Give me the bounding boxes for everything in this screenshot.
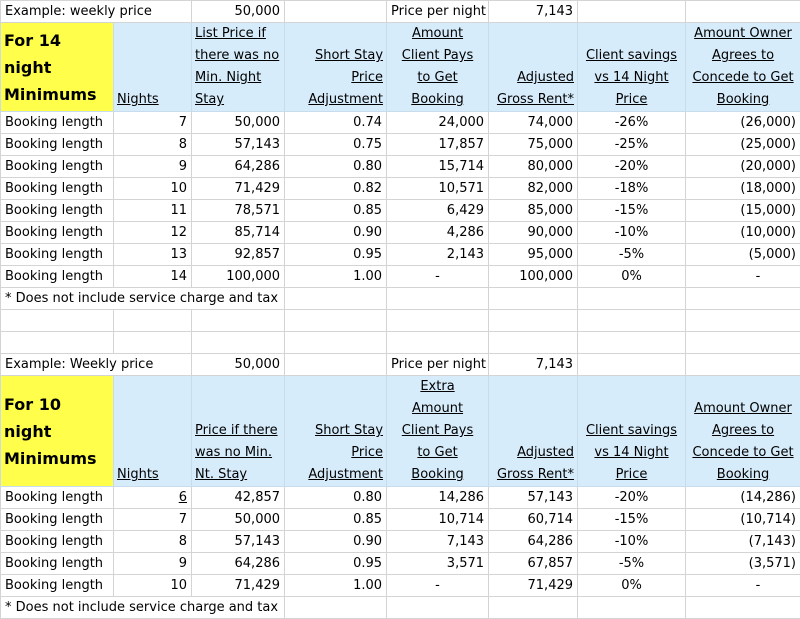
price-per-night-value[interactable]: 7,143 <box>489 354 578 376</box>
header-line: Adjustment <box>288 89 383 111</box>
row-label[interactable]: Booking length <box>1 178 114 200</box>
client-pays-cell[interactable]: - <box>387 575 489 597</box>
gross-rent-cell[interactable]: 60,714 <box>489 509 578 531</box>
savings-cell[interactable]: -26% <box>578 112 686 134</box>
adjustment-header[interactable] <box>285 376 387 487</box>
gross-rent-cell[interactable]: 95,000 <box>489 244 578 266</box>
example-label[interactable]: Example: weekly price <box>1 1 192 23</box>
empty-cell[interactable] <box>285 288 387 310</box>
savings-cell[interactable]: -10% <box>578 531 686 553</box>
header-line: Agrees to <box>689 45 797 67</box>
list-price-cell[interactable]: 100,000 <box>192 266 285 288</box>
concede-cell[interactable]: - <box>686 575 800 597</box>
empty-cell[interactable] <box>285 597 387 619</box>
nights-cell[interactable]: 6 <box>114 487 192 509</box>
section-title-cell[interactable] <box>1 23 114 112</box>
adjustment-cell[interactable]: 0.85 <box>285 200 387 222</box>
savings-cell[interactable]: -10% <box>578 222 686 244</box>
footnote[interactable]: * Does not include service charge and tax <box>1 288 285 310</box>
empty-cell[interactable] <box>114 332 192 354</box>
nights-cell[interactable]: 8 <box>114 531 192 553</box>
client-pays-cell[interactable]: 7,143 <box>387 531 489 553</box>
nights-header[interactable] <box>114 376 192 487</box>
section-title-line: For 14 <box>4 27 110 54</box>
table-row <box>1 553 800 575</box>
adjustment-cell[interactable]: 0.75 <box>285 134 387 156</box>
adjustment-cell[interactable]: 1.00 <box>285 266 387 288</box>
empty-cell[interactable] <box>578 332 686 354</box>
header-line: Booking <box>689 89 797 111</box>
example-row <box>1 1 800 23</box>
savings-cell[interactable]: -20% <box>578 156 686 178</box>
header-line: Price <box>288 442 383 464</box>
example-value[interactable]: 50,000 <box>192 354 285 376</box>
nights-header[interactable] <box>114 23 192 112</box>
header-line: Amount Owner <box>689 23 797 45</box>
header-line: Booking <box>390 464 485 486</box>
empty-cell[interactable] <box>285 1 387 23</box>
example-row <box>1 354 800 376</box>
row-label[interactable]: Booking length <box>1 553 114 575</box>
client-pays-cell[interactable]: 10,714 <box>387 509 489 531</box>
empty-cell[interactable] <box>686 332 800 354</box>
table-row <box>1 531 800 553</box>
client-pays-cell[interactable]: 24,000 <box>387 112 489 134</box>
concede-cell[interactable]: (25,000) <box>686 134 800 156</box>
list-price-cell[interactable]: 85,714 <box>192 222 285 244</box>
gross-rent-cell[interactable]: 90,000 <box>489 222 578 244</box>
concede-cell[interactable]: (26,000) <box>686 112 800 134</box>
note-row <box>1 597 800 619</box>
gross-rent-header[interactable] <box>489 23 578 112</box>
gross-rent-cell[interactable]: 85,000 <box>489 200 578 222</box>
empty-cell[interactable] <box>686 310 800 332</box>
gross-rent-cell[interactable]: 100,000 <box>489 266 578 288</box>
empty-cell[interactable] <box>387 288 489 310</box>
client-pays-cell[interactable]: - <box>387 266 489 288</box>
savings-cell[interactable]: -15% <box>578 200 686 222</box>
empty-cell[interactable] <box>489 597 578 619</box>
row-label[interactable]: Booking length <box>1 156 114 178</box>
section-title-line: Minimums <box>4 81 110 108</box>
gross-rent-cell[interactable]: 71,429 <box>489 575 578 597</box>
header-line: Short Stay <box>288 420 383 442</box>
adjustment-cell[interactable]: 0.74 <box>285 112 387 134</box>
table-row <box>1 112 800 134</box>
table-row <box>1 509 800 531</box>
header-line: Concede to Get <box>689 442 797 464</box>
list-price-header[interactable] <box>192 23 285 112</box>
list-price-cell[interactable]: 57,143 <box>192 134 285 156</box>
header-line: vs 14 Night <box>581 67 682 89</box>
adjustment-cell[interactable]: 0.85 <box>285 509 387 531</box>
table-row <box>1 134 800 156</box>
header-line: to Get <box>390 442 485 464</box>
header-row <box>1 23 800 112</box>
row-label[interactable]: Booking length <box>1 244 114 266</box>
adjustment-cell[interactable]: 0.90 <box>285 222 387 244</box>
header-line: Price <box>581 89 682 111</box>
row-label[interactable]: Booking length <box>1 487 114 509</box>
empty-cell[interactable] <box>489 310 578 332</box>
nights-cell[interactable]: 7 <box>114 509 192 531</box>
concede-cell[interactable]: (14,286) <box>686 487 800 509</box>
empty-cell[interactable] <box>285 332 387 354</box>
concede-cell[interactable]: (10,714) <box>686 509 800 531</box>
price-per-night-label[interactable]: Price per night <box>387 354 489 376</box>
savings-header[interactable] <box>578 23 686 112</box>
savings-cell[interactable]: -15% <box>578 509 686 531</box>
concede-cell[interactable]: (3,571) <box>686 553 800 575</box>
gross-rent-cell[interactable]: 57,143 <box>489 487 578 509</box>
section-title-line: night <box>4 54 110 81</box>
client-pays-cell[interactable]: 6,429 <box>387 200 489 222</box>
savings-cell[interactable]: 0% <box>578 266 686 288</box>
header-line: vs 14 Night <box>581 442 682 464</box>
empty-cell[interactable] <box>114 310 192 332</box>
empty-cell[interactable] <box>285 310 387 332</box>
header-line: to Get <box>390 67 485 89</box>
empty-cell[interactable] <box>578 1 686 23</box>
empty-cell[interactable] <box>387 310 489 332</box>
concede-cell[interactable]: (5,000) <box>686 244 800 266</box>
adjustment-cell[interactable]: 0.90 <box>285 531 387 553</box>
header-line: Amount <box>390 398 485 420</box>
adjustment-cell[interactable]: 0.95 <box>285 244 387 266</box>
nights-cell[interactable]: 10 <box>114 575 192 597</box>
nights-cell[interactable]: 9 <box>114 156 192 178</box>
header-line: Client Pays <box>390 45 485 67</box>
header-line: Client Pays <box>390 420 485 442</box>
row-label[interactable]: Booking length <box>1 134 114 156</box>
header-line: Min. Night <box>195 67 281 89</box>
header-line: Stay <box>195 89 281 111</box>
nights-cell[interactable]: 11 <box>114 200 192 222</box>
row-label[interactable]: Booking length <box>1 222 114 244</box>
list-price-cell[interactable]: 64,286 <box>192 156 285 178</box>
header-row <box>1 376 800 487</box>
gross-rent-cell[interactable]: 75,000 <box>489 134 578 156</box>
list-price-cell[interactable]: 50,000 <box>192 509 285 531</box>
gross-rent-cell[interactable]: 64,286 <box>489 531 578 553</box>
concede-cell[interactable]: (18,000) <box>686 178 800 200</box>
example-label[interactable]: Example: Weekly price <box>1 354 192 376</box>
table-row <box>1 200 800 222</box>
header-line: Gross Rent* <box>492 89 574 111</box>
header-line: Booking <box>689 464 797 486</box>
savings-cell[interactable]: -20% <box>578 487 686 509</box>
header-line: Client savings <box>581 420 682 442</box>
concede-header[interactable] <box>686 376 800 487</box>
empty-cell[interactable] <box>686 288 800 310</box>
concede-cell[interactable]: (10,000) <box>686 222 800 244</box>
row-label[interactable]: Booking length <box>1 575 114 597</box>
nights-cell[interactable]: 9 <box>114 553 192 575</box>
concede-cell[interactable]: (7,143) <box>686 531 800 553</box>
row-label[interactable]: Booking length <box>1 531 114 553</box>
list-price-cell[interactable]: 42,857 <box>192 487 285 509</box>
savings-cell[interactable]: -5% <box>578 553 686 575</box>
list-price-cell[interactable]: 78,571 <box>192 200 285 222</box>
client-pays-cell[interactable]: 10,571 <box>387 178 489 200</box>
header-line: Adjusted <box>492 67 574 89</box>
client-pays-header[interactable] <box>387 23 489 112</box>
price-per-night-label[interactable]: Price per night <box>387 1 489 23</box>
adjustment-cell[interactable]: 0.95 <box>285 553 387 575</box>
list-price-cell[interactable]: 64,286 <box>192 553 285 575</box>
empty-cell[interactable] <box>489 288 578 310</box>
section-title-line: For 10 <box>4 391 110 418</box>
concede-header[interactable] <box>686 23 800 112</box>
blank-row <box>1 332 800 354</box>
header-line: Nights <box>117 464 188 486</box>
empty-cell[interactable] <box>387 597 489 619</box>
header-line: Nt. Stay <box>195 464 281 486</box>
table-row <box>1 575 800 597</box>
header-line: was no Min. <box>195 442 281 464</box>
header-line: Nights <box>117 89 188 111</box>
gross-rent-header[interactable] <box>489 376 578 487</box>
savings-cell[interactable]: -25% <box>578 134 686 156</box>
gross-rent-cell[interactable]: 80,000 <box>489 156 578 178</box>
table-row <box>1 222 800 244</box>
table-row <box>1 244 800 266</box>
header-line: Extra <box>390 376 485 398</box>
concede-cell[interactable]: (15,000) <box>686 200 800 222</box>
savings-cell[interactable]: -5% <box>578 244 686 266</box>
adjustment-header[interactable] <box>285 23 387 112</box>
client-pays-cell[interactable]: 2,143 <box>387 244 489 266</box>
table-row <box>1 487 800 509</box>
empty-cell[interactable] <box>387 332 489 354</box>
price-per-night-value[interactable]: 7,143 <box>489 1 578 23</box>
list-price-cell[interactable]: 50,000 <box>192 112 285 134</box>
header-line: Amount <box>390 23 485 45</box>
client-pays-cell[interactable]: 3,571 <box>387 553 489 575</box>
header-line: there was no <box>195 45 281 67</box>
client-pays-cell[interactable]: 17,857 <box>387 134 489 156</box>
adjustment-cell[interactable]: 0.82 <box>285 178 387 200</box>
header-line: Client savings <box>581 45 682 67</box>
header-line: List Price if <box>195 23 281 45</box>
empty-cell[interactable] <box>686 1 800 23</box>
empty-cell[interactable] <box>192 332 285 354</box>
section-title-line: Minimums <box>4 445 110 472</box>
header-line: Booking <box>390 89 485 111</box>
example-value[interactable]: 50,000 <box>192 1 285 23</box>
empty-cell[interactable] <box>686 597 800 619</box>
empty-cell[interactable] <box>686 354 800 376</box>
empty-cell[interactable] <box>578 288 686 310</box>
table-row <box>1 156 800 178</box>
header-line: Adjusted <box>492 442 574 464</box>
nights-cell[interactable]: 12 <box>114 222 192 244</box>
gross-rent-cell[interactable]: 82,000 <box>489 178 578 200</box>
nights-cell[interactable]: 8 <box>114 134 192 156</box>
savings-cell[interactable]: -18% <box>578 178 686 200</box>
nights-cell[interactable]: 10 <box>114 178 192 200</box>
savings-header[interactable] <box>578 376 686 487</box>
gross-rent-cell[interactable]: 74,000 <box>489 112 578 134</box>
concede-cell[interactable]: - <box>686 266 800 288</box>
row-label[interactable]: Booking length <box>1 200 114 222</box>
row-label[interactable]: Booking length <box>1 509 114 531</box>
empty-cell[interactable] <box>1 310 114 332</box>
header-line: Gross Rent* <box>492 464 574 486</box>
nights-cell[interactable]: 7 <box>114 112 192 134</box>
concede-cell[interactable]: (20,000) <box>686 156 800 178</box>
list-price-cell[interactable]: 57,143 <box>192 531 285 553</box>
savings-cell[interactable]: 0% <box>578 575 686 597</box>
empty-cell[interactable] <box>578 597 686 619</box>
gross-rent-cell[interactable]: 67,857 <box>489 553 578 575</box>
header-line: Short Stay <box>288 45 383 67</box>
row-label[interactable]: Booking length <box>1 112 114 134</box>
client-pays-cell[interactable]: 15,714 <box>387 156 489 178</box>
nights-cell[interactable]: 13 <box>114 244 192 266</box>
adjustment-cell[interactable]: 1.00 <box>285 575 387 597</box>
section-title-cell[interactable] <box>1 376 114 487</box>
adjustment-cell[interactable]: 0.80 <box>285 487 387 509</box>
empty-cell[interactable] <box>1 332 114 354</box>
empty-cell[interactable] <box>285 354 387 376</box>
adjustment-cell[interactable]: 0.80 <box>285 156 387 178</box>
header-line: Price <box>581 464 682 486</box>
row-label[interactable]: Booking length <box>1 266 114 288</box>
empty-cell[interactable] <box>578 354 686 376</box>
header-line: Amount Owner <box>689 398 797 420</box>
footnote[interactable]: * Does not include service charge and tax <box>1 597 285 619</box>
table-row <box>1 266 800 288</box>
client-pays-header[interactable] <box>387 376 489 487</box>
empty-cell[interactable] <box>578 310 686 332</box>
header-line: Agrees to <box>689 420 797 442</box>
list-price-header[interactable] <box>192 376 285 487</box>
empty-cell[interactable] <box>489 332 578 354</box>
list-price-cell[interactable]: 71,429 <box>192 178 285 200</box>
note-row <box>1 288 800 310</box>
empty-cell[interactable] <box>192 310 285 332</box>
blank-row <box>1 310 800 332</box>
section-title-line: night <box>4 418 110 445</box>
list-price-cell[interactable]: 92,857 <box>192 244 285 266</box>
table-row <box>1 178 800 200</box>
header-line: Price if there <box>195 420 281 442</box>
nights-cell[interactable]: 14 <box>114 266 192 288</box>
client-pays-cell[interactable]: 14,286 <box>387 487 489 509</box>
header-line: Concede to Get <box>689 67 797 89</box>
header-line: Price <box>288 67 383 89</box>
header-line: Adjustment <box>288 464 383 486</box>
client-pays-cell[interactable]: 4,286 <box>387 222 489 244</box>
list-price-cell[interactable]: 71,429 <box>192 575 285 597</box>
